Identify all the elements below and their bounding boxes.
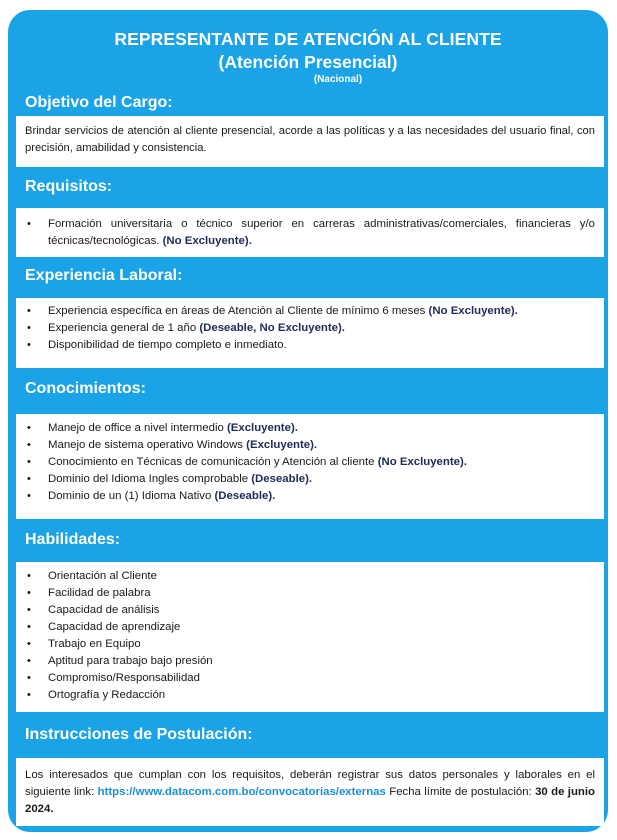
- job-scope: (Nacional): [313, 74, 363, 85]
- bullet-icon: •: [27, 638, 31, 650]
- header: [8, 10, 608, 86]
- job-posting-card: [8, 10, 608, 832]
- experiencia-list: [16, 303, 595, 354]
- habilidades-list: [16, 568, 595, 704]
- job-title: REPRESENTANTE DE ATENCIÓN AL CLIENTE: [114, 29, 502, 49]
- bullet-icon: •: [27, 305, 31, 317]
- conocimientos-box: [16, 414, 604, 519]
- bullet-icon: •: [27, 439, 31, 451]
- bullet-icon: •: [27, 473, 31, 485]
- bullet-icon: •: [27, 672, 31, 684]
- section-title-habilidades: Habilidades:: [25, 531, 121, 548]
- list-item: • Experiencia general de 1 año (Deseable, No Excluyente).: [16, 320, 595, 337]
- bullet-icon: •: [27, 621, 31, 633]
- bullet-icon: •: [27, 570, 31, 582]
- postulation-link[interactable]: https://www.datacom.com.bo/convocatorias/externas: [97, 786, 386, 798]
- bullet-icon: •: [27, 218, 31, 230]
- list-item: • Capacidad de análisis: [16, 602, 595, 619]
- experiencia-box: [16, 298, 604, 368]
- list-item: • Aptitud para trabajo bajo presión: [16, 653, 595, 670]
- requisitos-box: [16, 208, 604, 257]
- bullet-icon: •: [27, 322, 31, 334]
- bullet-icon: •: [27, 339, 31, 351]
- list-item: • Capacidad de aprendizaje: [16, 619, 595, 636]
- bullet-icon: •: [27, 422, 31, 434]
- bullet-icon: •: [27, 490, 31, 502]
- section-title-conocimientos: Conocimientos:: [25, 380, 146, 397]
- section-title-requisitos: Requisitos:: [25, 178, 113, 195]
- list-item: • Trabajo en Equipo: [16, 636, 595, 653]
- instrucciones-text: Los interesados que cumplan con los requisitos, deberán registrar sus datos personales y laborales en el siguiente link: https://www.datacom.com.bo/convocatorias/externas Fecha límite de postulación: 30 de junio 2024.: [25, 769, 596, 815]
- list-item: • Dominio del Idioma Ingles comprobable (Deseable).: [16, 471, 595, 488]
- objetivo-box: [16, 116, 604, 167]
- list-item: • Manejo de sistema operativo Windows (Excluyente).: [16, 437, 595, 454]
- section-title-instrucciones: Instrucciones de Postulación:: [25, 726, 253, 743]
- section-title-experiencia: Experiencia Laboral:: [25, 267, 183, 284]
- list-item: • Conocimiento en Técnicas de comunicación y Atención al cliente (No Excluyente).: [16, 454, 595, 471]
- deadline: 30 de junio 2024.: [25, 786, 596, 815]
- list-item: • Experiencia específica en áreas de Atención al Cliente de mínimo 6 meses (No Excluyente).: [16, 303, 595, 320]
- bullet-icon: •: [27, 689, 31, 701]
- list-item: • Ortografía y Redacción: [16, 687, 595, 704]
- list-item: • Facilidad de palabra: [16, 585, 595, 602]
- objetivo-text: Brindar servicios de atención al cliente presencial, acorde a las políticas y a las necesidades del usuario final, con precisión, amabilidad y consistencia.: [25, 125, 595, 154]
- list-item: • Formación universitaria o técnico superior en carreras administrativas/comerciales, financieras y/o técnicas/tecnológicas. (No Excluyente).: [27, 218, 595, 247]
- bullet-icon: •: [27, 456, 31, 468]
- list-item: • Dominio de un (1) Idioma Nativo (Deseable).: [16, 488, 595, 505]
- list-item: • Manejo de office a nivel intermedio (Excluyente).: [16, 420, 595, 437]
- bullet-icon: •: [27, 655, 31, 667]
- bullet-icon: •: [27, 587, 31, 599]
- bullet-icon: •: [27, 604, 31, 616]
- list-item: • Compromiso/Responsabilidad: [16, 670, 595, 687]
- habilidades-box: [16, 562, 604, 712]
- list-item: • Orientación al Cliente: [16, 568, 595, 585]
- section-title-objetivo: Objetivo del Cargo:: [25, 94, 173, 111]
- requisitos-list: [16, 216, 595, 250]
- job-subtitle: (Atención Presencial): [218, 52, 398, 72]
- conocimientos-list: [16, 420, 595, 505]
- instrucciones-box: [16, 758, 604, 826]
- list-item: • Disponibilidad de tiempo completo e inmediato.: [16, 337, 595, 354]
